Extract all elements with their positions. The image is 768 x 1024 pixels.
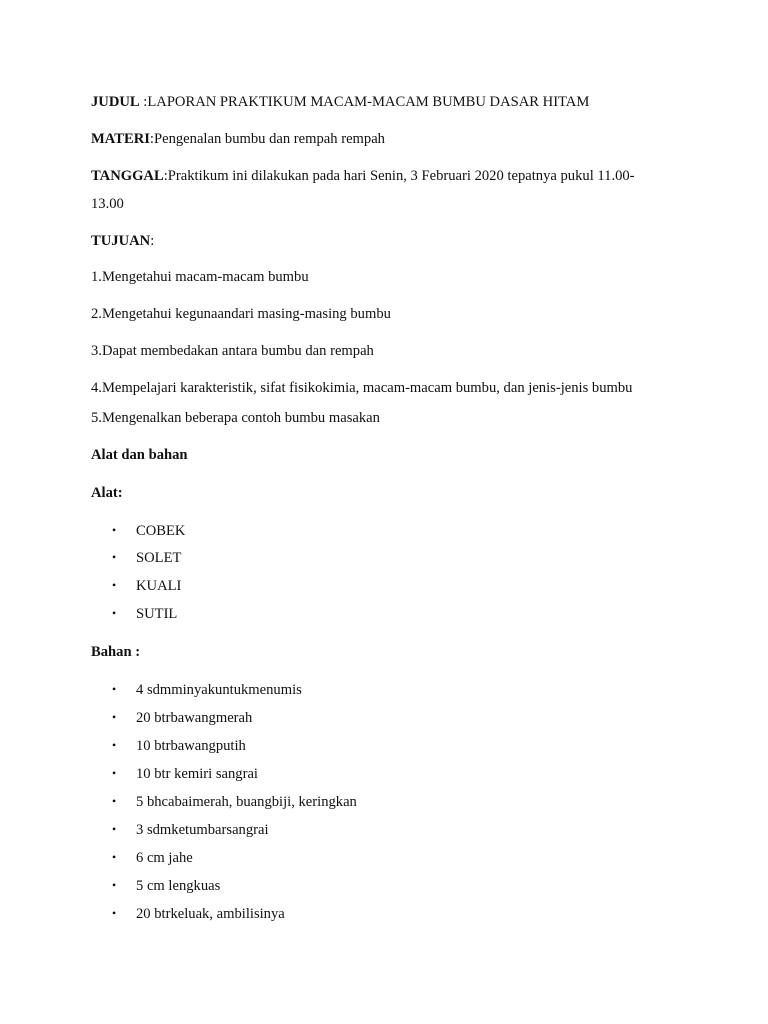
bullet-icon: • [112,523,117,537]
bahan-list-item [112,848,193,867]
bullet-icon: • [112,682,117,696]
tanggal-value: :Praktikum ini dilakukan pada hari Senin, 3 Februari 2020 tepatnya pukul 11.00- [163,168,635,184]
tujuan-item-3: 3.Dapat membedakan antara bumbu dan rempah [91,343,374,359]
bahan-item-label: 20 btrbawangmerah [136,710,253,726]
tanggal-label: TANGGAL [91,168,164,184]
bullet-icon: • [112,906,117,920]
bullet-icon: • [112,766,117,780]
bahan-list-item [112,876,220,895]
alat-item-label: SOLET [136,550,182,566]
bahan-item-label: 10 btrbawangputih [136,738,246,754]
materi-line [91,130,385,148]
tujuan-item-4: 4.Mempelajari karakteristik, sifat fisikokimia, macam-macam bumbu, dan jenis-jenis bumbu [91,380,633,396]
alat-dan-bahan-heading: Alat dan bahan [91,447,188,463]
tujuan-colon: : [150,233,155,249]
bullet-icon: • [112,878,117,892]
judul-value: :LAPORAN PRAKTIKUM MACAM-MACAM BUMBU DASAR HITAM [139,94,590,110]
tujuan-item-1: 1.Mengetahui macam-macam bumbu [91,269,309,285]
bahan-item-label: 5 bhcabaimerah, buangbiji, keringkan [136,794,357,810]
bahan-heading: Bahan : [91,644,141,660]
alat-item-label: COBEK [136,523,186,539]
bahan-list-item [112,904,285,923]
bullet-icon: • [112,738,117,752]
bahan-list-item [112,680,302,699]
bullet-icon: • [112,794,117,808]
tujuan-item-5: 5.Mengenalkan beberapa contoh bumbu masakan [91,410,380,426]
bahan-item-label: 3 sdmketumbarsangrai [136,822,269,838]
alat-list-item [112,604,177,623]
bullet-icon: • [112,550,117,564]
bullet-icon: • [112,710,117,724]
bahan-item-label: 6 cm jahe [136,850,193,866]
alat-list-item [112,576,181,595]
tanggal-line [91,167,635,185]
bullet-icon: • [112,822,117,836]
bahan-list-item [112,792,357,811]
bahan-list-item [112,820,269,839]
bullet-icon: • [112,850,117,864]
bahan-item-label: 10 btr kemiri sangrai [136,766,258,782]
judul-label: JUDUL [91,94,140,110]
bullet-icon: • [112,606,117,620]
tanggal-continuation: 13.00 [91,196,124,212]
tujuan-item-2: 2.Mengetahui kegunaandari masing-masing bumbu [91,306,391,322]
bullet-icon: • [112,578,117,592]
alat-item-label: KUALI [136,578,182,594]
bahan-list-item [112,764,258,783]
materi-value: :Pengenalan bumbu dan rempah rempah [149,131,385,147]
alat-list-item [112,548,181,567]
bahan-item-label: 4 sdmminyakuntukmenumis [136,682,302,698]
tujuan-label: TUJUAN [91,233,151,249]
bahan-list-item [112,708,252,727]
bahan-item-label: 20 btrkeluak, ambilisinya [136,906,285,922]
tujuan-line [91,232,154,250]
bahan-list-item [112,736,246,755]
bahan-item-label: 5 cm lengkuas [136,878,221,894]
alat-heading: Alat: [91,485,123,501]
judul-line [91,93,589,111]
alat-list-item [112,521,185,540]
materi-label: MATERI [91,131,150,147]
alat-item-label: SUTIL [136,606,178,622]
